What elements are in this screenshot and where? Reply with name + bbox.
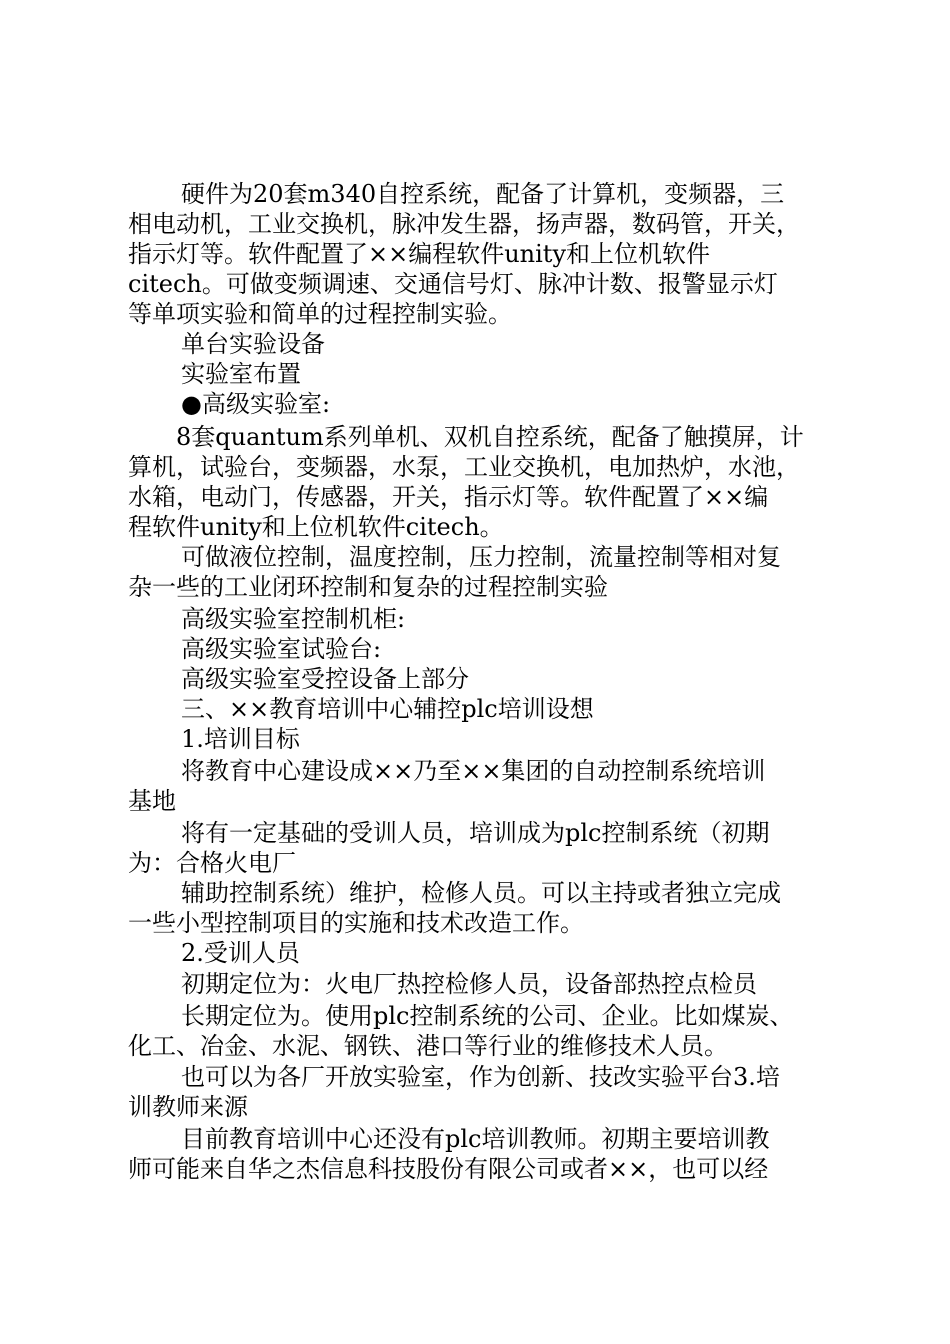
text-line: 一些小型控制项目的实施和技术改造工作。: [128, 909, 584, 937]
text-line: 化工、冶金、水泥、钢铁、港口等行业的维修技术人员。: [128, 1032, 728, 1060]
text-line: 等单项实验和简单的过程控制实验。: [128, 300, 512, 328]
section-heading: 三、××教育培训中心辅控plc培训设想: [181, 695, 594, 723]
text-line: 水箱，电动门，传感器，开关，指示灯等。软件配置了××编: [128, 483, 769, 511]
text-line: 也可以为各厂开放实验室，作为创新、技改实验平台3.培: [181, 1063, 780, 1091]
text-line: 长期定位为。使用plc控制系统的公司、企业。比如煤炭、: [181, 1002, 794, 1030]
text-line: 算机，试验台，变频器，水泵，工业交换机，电加热炉，水池，: [128, 453, 800, 481]
text-line: 硬件为20套m340自控系统，配备了计算机，变频器，三: [181, 180, 785, 208]
text-line: 将有一定基础的受训人员，培训成为plc控制系统（初期: [181, 819, 770, 847]
text-line: 高级实验室试验台:: [181, 635, 382, 663]
text-line: 将教育中心建设成××乃至××集团的自动控制系统培训: [181, 757, 766, 785]
text-line: citech。可做变频调速、交通信号灯、脉冲计数、报警显示灯: [128, 270, 778, 298]
text-line: 师可能来自华之杰信息科技股份有限公司或者××，也可以经: [128, 1155, 769, 1183]
text-line: 8套quantum系列单机、双机自控系统，配备了触摸屏，计: [176, 423, 804, 451]
text-line: 为：合格火电厂: [128, 849, 296, 877]
text-line: 程软件unity和上位机软件citech。: [128, 513, 504, 541]
text-line: 高级实验室受控设备上部分: [181, 665, 469, 693]
subsection-heading: 1.培训目标: [181, 725, 300, 753]
text-line: 基地: [128, 787, 176, 815]
text-line: 杂一些的工业闭环控制和复杂的过程控制实验: [128, 573, 608, 601]
text-line: 可做液位控制，温度控制，压力控制，流量控制等相对复: [181, 543, 781, 571]
text-line: 初期定位为：火电厂热控检修人员，设备部热控点检员: [181, 970, 757, 998]
text-line: 指示灯等。软件配置了××编程软件unity和上位机软件: [128, 240, 711, 268]
text-line: 目前教育培训中心还没有plc培训教师。初期主要培训教: [181, 1125, 770, 1153]
text-line: 单台实验设备: [181, 330, 325, 358]
text-line: 高级实验室控制机柜:: [181, 605, 406, 633]
text-line: 相电动机，工业交换机，脉冲发生器，扬声器，数码管，开关，: [128, 210, 800, 238]
section-heading: ●高级实验室:: [181, 390, 331, 418]
subsection-heading: 2.受训人员: [181, 939, 300, 967]
text-line: 实验室布置: [181, 360, 301, 388]
text-line: 辅助控制系统）维护，检修人员。可以主持或者独立完成: [181, 879, 781, 907]
text-line: 训教师来源: [128, 1093, 248, 1121]
